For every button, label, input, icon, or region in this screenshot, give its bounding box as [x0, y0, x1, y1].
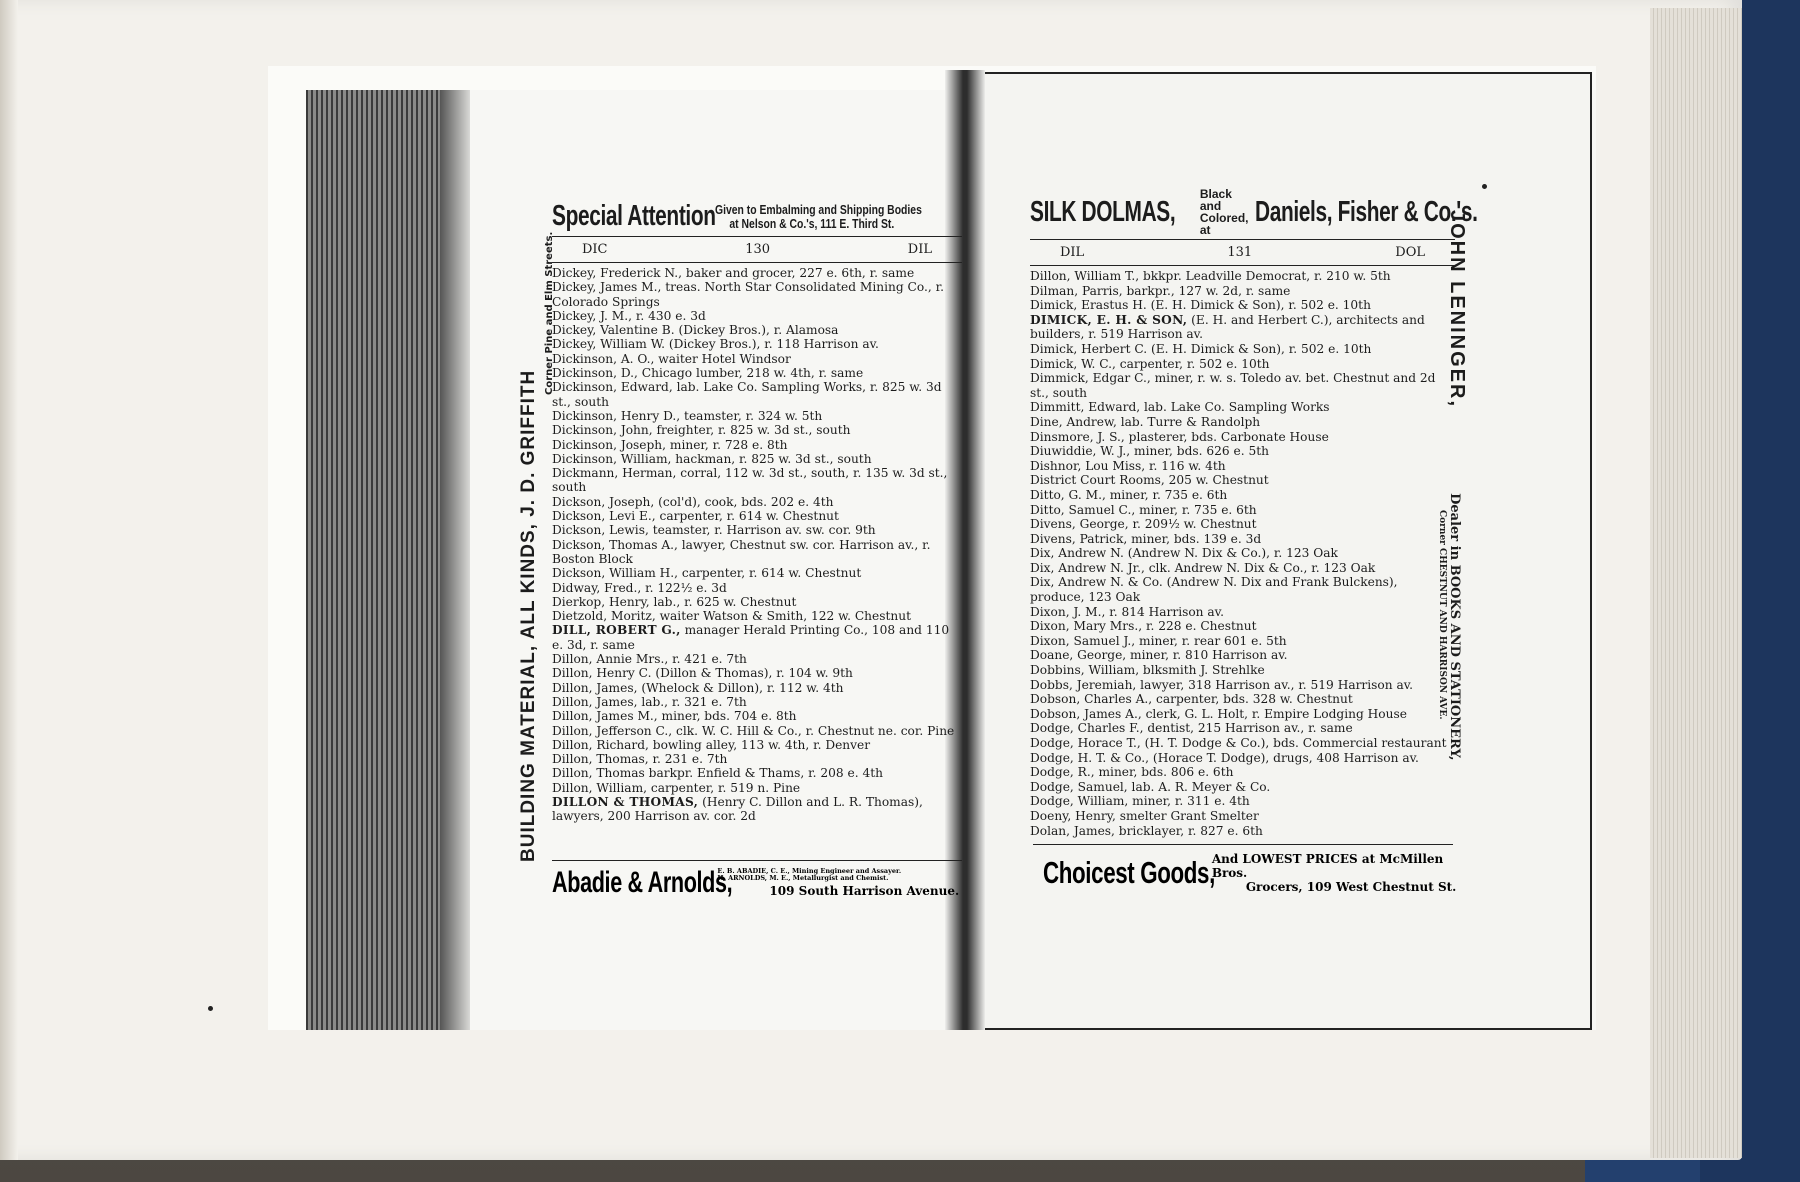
right-footer-advert [1043, 852, 1463, 894]
entry-details: clk. Andrew N. Dix & Co., r. 123 Oak [1144, 560, 1376, 575]
right-side-advert-title: JOHN LENINGER, [1446, 210, 1468, 409]
entry-details: corral, 112 w. 3d st., south, r. 135 w. 3d st., south [552, 466, 948, 495]
entry-details: miner, bds. 704 e. 8th [657, 709, 797, 724]
entry-details: miner, bds. 139 e. 3d [1127, 531, 1262, 546]
entry-details: r. 231 e. 7th [648, 752, 728, 767]
directory-entry [552, 795, 962, 824]
entry-details: carpenter, r. 614 w. Chestnut [678, 566, 862, 581]
entry-name: Doane, George, [1030, 648, 1127, 663]
entry-details: (H. T. Dodge & Co.), bds. Commercial restaurant [1140, 736, 1447, 750]
entry-name: Dine, Andrew, [1030, 414, 1117, 429]
directory-entry [552, 766, 962, 780]
entry-name: Dickinson, William, [552, 451, 672, 466]
directory-entry [552, 724, 962, 738]
directory-entry [552, 452, 962, 466]
entry-name: Dillon, Jefferson C., [552, 723, 673, 738]
entry-name: Dillon, Richard, [552, 737, 649, 752]
entry-details: carpenter, r. 502 e. 10th [1115, 356, 1270, 371]
directory-entry [1030, 575, 1455, 604]
entry-name: Dilman, Parris, [1030, 283, 1123, 298]
directory-entry [552, 752, 962, 766]
entry-name: Dickinson, Edward, [552, 380, 673, 395]
heading-end: DOL [1395, 245, 1425, 260]
album-page-stack [1650, 8, 1742, 1158]
speck [208, 1006, 213, 1011]
entry-details: lawyer, 318 Harrison av., r. 519 Harrison av. [1136, 677, 1414, 692]
entry-details: treas. North Star Consolidated Mining Co., r. Colorado Springs [552, 280, 944, 309]
directory-entry [1030, 269, 1455, 284]
directory-entry [1030, 415, 1455, 430]
entry-details: bowling alley, 113 w. 4th, r. Denver [648, 737, 871, 752]
entry-name: Dickey, Valentine B. [552, 323, 675, 338]
entry-details: miner, r. 810 Harrison av. [1126, 648, 1288, 663]
directory-entry [552, 466, 962, 495]
directory-entry [1030, 736, 1455, 751]
directory-entry [552, 652, 962, 666]
entry-name: Divens, George, [1030, 517, 1129, 532]
left-edge-shadow [440, 90, 470, 1030]
directory-entry [1030, 459, 1455, 474]
left-top-advert [552, 200, 962, 233]
entry-name: Dolan, James, [1030, 823, 1115, 838]
entry-name: Dodge, Samuel, [1030, 779, 1128, 794]
entry-details: r. 209½ w. Chestnut [1128, 517, 1257, 532]
page-number: 131 [1227, 245, 1253, 260]
entry-name: Dickmann, Herman, [552, 466, 677, 481]
entry-name: Dodge, R., [1030, 765, 1095, 780]
right-top-advert-line2: Colored, at [1199, 211, 1249, 237]
left-page-heading [552, 240, 962, 259]
directory-entry [552, 438, 962, 452]
directory-entry [552, 337, 962, 351]
entry-name: Dickinson, Henry D., [552, 408, 681, 423]
speck [1482, 184, 1487, 189]
heading-end: DIL [907, 242, 932, 257]
entry-details: (Dickey Bros.), r. 118 Harrison av. [664, 337, 879, 352]
entry-name: Dierkop, Henry, [552, 594, 650, 609]
directory-entry [1030, 561, 1455, 576]
directory-entry [552, 380, 962, 409]
entry-name: Dix, Andrew N. Jr., [1030, 560, 1145, 575]
entry-name: DILL, ROBERT G., [552, 623, 681, 638]
entry-details: baker and grocer, 227 e. 6th, r. same [682, 266, 915, 280]
directory-entry [552, 609, 962, 623]
entry-details: Chicago lumber, 218 w. 4th, r. same [637, 366, 864, 381]
entry-name: Dobbs, Jeremiah, [1030, 677, 1137, 692]
directory-entry [1030, 692, 1455, 707]
page-number: 130 [745, 242, 771, 257]
entry-name: Dickey, Frederick N., [552, 266, 683, 280]
entry-details: (col'd), cook, bds. 202 e. 4th [654, 494, 834, 509]
entry-name: Dickey, William W. [552, 337, 665, 352]
directory-entry [552, 423, 962, 437]
entry-name: Dimick, Erastus H. [1030, 298, 1147, 313]
entry-details: (E. H. Dimick & Son), r. 502 e. 10th [1146, 298, 1371, 313]
directory-entry [1030, 605, 1455, 620]
directory-entry [552, 323, 962, 337]
directory-entry [1030, 546, 1455, 561]
right-side-advert-corner: Corner CHESTNUT AND HARRISON AVE. [1437, 510, 1447, 720]
directory-entry [552, 309, 962, 323]
entry-name: Dillon, James, [552, 680, 638, 695]
entry-details: (Whelock & Dillon), r. 112 w. 4th [637, 680, 844, 695]
directory-entry [1030, 663, 1455, 678]
right-page-heading [1030, 243, 1455, 262]
entry-details: teamster, r. Harrison av. sw. cor. 9th [648, 523, 876, 538]
entry-details: (E. H. Dimick & Son), r. 502 e. 10th [1147, 341, 1372, 356]
entry-details: miner, r. 735 e. 6th [1135, 502, 1257, 517]
directory-entry [552, 409, 962, 423]
entry-details: carpenter, bds. 328 w. Chestnut [1152, 692, 1353, 707]
directory-entry [1030, 342, 1455, 357]
entry-name: Dillon, James M., [552, 709, 658, 724]
entry-name: Dickson, Levi E., [552, 509, 656, 524]
right-side-advert-dealer: Dealer in BOOKS AND STATIONERY, [1447, 493, 1462, 761]
entry-name: Dickson, Lewis, [552, 523, 649, 538]
directory-entry [552, 781, 962, 795]
heading-start: DIL [1060, 245, 1085, 260]
entry-name: DIMICK, E. H. & SON, [1030, 312, 1188, 327]
directory-entry [1030, 648, 1455, 663]
entry-details: (E. H. and Herbert C.), architects and builders, r. 519 Harrison av. [1030, 312, 1425, 342]
directory-entry [1030, 765, 1455, 780]
entry-name: District Court Rooms, [1030, 473, 1165, 488]
directory-entry [552, 366, 962, 380]
entry-name: Dimmick, Edgar C., [1030, 371, 1151, 386]
directory-entry [552, 709, 962, 723]
entry-details: clerk, G. L. Holt, r. Empire Lodging House [1141, 706, 1407, 721]
entry-name: Dixon, J. M., [1030, 604, 1106, 619]
directory-entry [1030, 430, 1455, 445]
entry-name: Divens, Patrick, [1030, 531, 1128, 546]
entry-details: waiter Hotel Windsor [654, 351, 791, 366]
entry-details: barkpr., 127 w. 2d, r. same [1122, 283, 1291, 298]
entry-details: miner, bds. 626 e. 5th [1130, 444, 1269, 459]
entry-details: 205 w. Chestnut [1164, 473, 1269, 488]
entry-details: barkpr. Enfield & Thams, r. 208 e. 4th [644, 766, 884, 781]
entry-details: r. 122½ e. 3d [641, 580, 727, 595]
left-top-advert-line1: Given to Embalming and Shipping Bodies [715, 201, 923, 217]
entry-details: plasterer, bds. Carbonate House [1124, 429, 1329, 444]
directory-entry [552, 523, 962, 537]
directory-entry [552, 509, 962, 523]
entry-name: Dickey, James M., [552, 280, 662, 295]
entry-details: lawyer, Chestnut sw. cor. Harrison av., r. Boston Block [552, 537, 931, 566]
directory-entry [552, 538, 962, 567]
rule [552, 236, 962, 237]
right-top-advert-title: SILK DOLMAS, [1030, 195, 1176, 228]
directory-entry [552, 595, 962, 609]
directory-entry [1030, 488, 1455, 503]
entry-details: miner, bds. 806 e. 6th [1094, 765, 1234, 780]
entry-name: Dillon, James, [552, 694, 638, 709]
directory-entry [1030, 794, 1455, 809]
entry-name: Dillon, Thomas [552, 766, 645, 781]
directory-entry [552, 681, 962, 695]
entry-name: Dix, Andrew N. & Co. [1030, 575, 1163, 590]
entry-name: Doeny, Henry, [1030, 808, 1116, 823]
entry-details: lab. Lake Co. Sampling Works, r. 825 w. 3d st., south [552, 380, 942, 409]
directory-entry [1030, 284, 1455, 299]
entry-details: smelter Grant Smelter [1115, 808, 1259, 823]
entry-name: Dillon, William, [552, 780, 648, 795]
left-footer-advert-line1: E. B. ABADIE, C. E., Mining Engineer and Assayer. [717, 867, 902, 875]
entry-name: Dickson, Thomas A., [552, 537, 678, 552]
entry-details: miner, r. 735 e. 6th [1105, 487, 1228, 502]
rule [552, 860, 962, 861]
directory-entry [1030, 809, 1455, 824]
directory-entry [1030, 751, 1455, 766]
rule [552, 262, 962, 263]
entry-name: Dickey, J. M., [552, 308, 633, 323]
entry-details: (Horace T. Dodge), drugs, 408 Harrison av. [1149, 750, 1419, 765]
entry-details: r. 116 w. 4th [1145, 458, 1226, 473]
entry-details: r. 228 e. Chestnut [1142, 619, 1257, 634]
right-top-advert [1030, 187, 1478, 237]
left-top-advert-title: Special Attention [552, 200, 716, 232]
directory-entry [552, 266, 962, 280]
entry-details: lab. Turre & Randolph [1116, 414, 1261, 429]
entry-name: Dimick, W. C., [1030, 356, 1116, 371]
directory-entry [1030, 780, 1455, 795]
entry-name: Dodge, H. T. & Co., [1030, 750, 1150, 765]
directory-entry [1030, 503, 1455, 518]
left-footer-advert-line2: H. ARNOLDS, M. E., Metallurgist and Chemist. [717, 874, 889, 882]
directory-entry [1030, 634, 1455, 649]
entry-name: Dinsmore, J. S., [1030, 429, 1125, 444]
entry-details: (Dillon & Thomas), r. 104 w. 9th [651, 666, 853, 681]
directory-entry [1030, 371, 1455, 400]
directory-entry [552, 666, 962, 680]
directory-entry [1030, 357, 1455, 372]
entry-details: miner, r. 728 e. 8th [666, 437, 788, 452]
entry-name: Dillon, William T., [1030, 269, 1140, 283]
directory-entry [552, 280, 962, 309]
directory-entry [1030, 313, 1455, 342]
entry-name: Diuwiddie, W. J., [1030, 444, 1131, 459]
entry-details: lab., r. 321 e. 7th [637, 694, 747, 709]
entry-details: r. 814 Harrison av. [1105, 604, 1224, 619]
entry-name: Dickinson, John, [552, 423, 653, 438]
entry-name: Dobbins, William, [1030, 663, 1140, 678]
right-entry-list [1030, 269, 1455, 838]
directory-entry [1030, 678, 1455, 693]
directory-entry [552, 495, 962, 509]
entry-details: lab. Lake Co. Sampling Works [1140, 400, 1330, 415]
entry-name: Dickinson, D., [552, 366, 638, 381]
directory-entry [1030, 824, 1455, 839]
entry-details: (Andrew N. Dix and Frank Bulckens), produce, 123 Oak [1030, 575, 1398, 605]
entry-details: manager Herald Printing Co., 108 and 110 e. 3d, r. same [552, 623, 950, 652]
entry-name: Ditto, G. M., [1030, 487, 1106, 502]
left-footer-advert-title: Abadie & Arnolds, [552, 866, 733, 899]
right-footer-advert-line1: And LOWEST PRICES at McMillen Bros. [1211, 852, 1444, 880]
left-side-advert: BUILDING MATERIAL, ALL KINDS, J. D. GRIFFITH [518, 369, 539, 862]
entry-details: carpenter, r. 519 n. Pine [647, 780, 801, 795]
left-side-advert-address: Corner Pine and Elm Streets. [544, 231, 555, 395]
right-top-advert-store: Daniels, Fisher & Co.'s. [1254, 195, 1478, 228]
entry-details: carpenter, r. 614 w. Chestnut [655, 509, 839, 524]
entry-name: Dobson, James A., [1030, 706, 1142, 721]
directory-entry [552, 352, 962, 366]
entry-details: (Henry C. Dillon and L. R. Thomas), lawyers, 200 Harrison av. cor. 2d [552, 794, 923, 824]
right-footer-advert-title: Choicest Goods, [1043, 855, 1215, 890]
directory-entry [1030, 473, 1455, 488]
entry-details: dentist, 215 Harrison av., r. same [1143, 721, 1353, 736]
entry-name: Ditto, Samuel C., [1030, 502, 1136, 517]
entry-name: Dishnor, Lou Miss, [1030, 458, 1146, 473]
left-entry-list [552, 266, 962, 824]
entry-name: Dickson, Joseph, [552, 494, 655, 509]
directory-entry [552, 566, 962, 580]
entry-name: Dodge, Charles F., [1030, 721, 1144, 736]
entry-name: Didway, Fred., [552, 580, 642, 595]
directory-entry [552, 581, 962, 595]
entry-details: lab. A. R. Meyer & Co. [1127, 779, 1271, 794]
entry-details: bricklayer, r. 827 e. 6th [1114, 823, 1263, 838]
entry-details: (Dickey Bros.), r. Alamosa [674, 323, 839, 338]
directory-entry [1030, 721, 1455, 736]
entry-details: miner, r. 311 e. 4th [1128, 794, 1250, 809]
entry-name: Dodge, Horace T., [1030, 736, 1141, 750]
entry-details: r. 430 e. 3d [632, 308, 706, 323]
right-top-advert-line1: Black and [1199, 187, 1232, 213]
entry-details: hackman, r. 825 w. 3d st., south [671, 451, 872, 466]
entry-name: Dixon, Samuel J., [1030, 633, 1136, 648]
entry-details: bkkpr. Leadville Democrat, r. 210 w. 5th [1139, 269, 1391, 283]
directory-entry [1030, 517, 1455, 532]
entry-name: Dix, Andrew N. [1030, 546, 1124, 561]
entry-name: Dillon, Annie Mrs., [552, 652, 669, 667]
entry-details: miner, r. w. s. Toledo av. bet. Chestnut and 2d st., south [1030, 371, 1436, 400]
entry-name: Dillon, Henry C. [552, 666, 652, 681]
entry-name: Dickson, William H., [552, 566, 679, 581]
entry-name: Dimmitt, Edward, [1030, 400, 1141, 415]
entry-name: Dodge, William, [1030, 794, 1129, 809]
entry-details: teamster, r. 324 w. 5th [680, 408, 823, 423]
rule [1033, 844, 1453, 845]
left-page-content [552, 200, 962, 824]
directory-entry [1030, 444, 1455, 459]
directory-entry [552, 738, 962, 752]
rule [1030, 265, 1455, 266]
entry-details: miner, r. rear 601 e. 5th [1135, 633, 1287, 648]
entry-details: lab., r. 625 w. Chestnut [649, 594, 797, 609]
heading-start: DIC [582, 242, 608, 257]
entry-details: waiter Watson & Smith, 122 w. Chestnut [655, 609, 911, 624]
directory-entry [1030, 707, 1455, 722]
entry-name: Dobson, Charles A., [1030, 692, 1153, 707]
directory-entry [552, 623, 962, 652]
entry-details: blksmith J. Strehlke [1139, 663, 1265, 678]
entry-name: Dietzold, Moritz, [552, 609, 656, 624]
entry-name: Dimick, Herbert C. [1030, 341, 1148, 356]
left-page-edges [306, 90, 446, 1030]
entry-name: Dickinson, A. O., [552, 351, 655, 366]
entry-details: r. 421 e. 7th [668, 652, 747, 667]
entry-details: freighter, r. 825 w. 3d st., south [652, 423, 851, 438]
entry-name: DILLON & THOMAS, [552, 794, 699, 809]
directory-entry [1030, 298, 1455, 313]
rule [1030, 239, 1455, 240]
entry-name: Dickinson, Joseph, [552, 437, 667, 452]
left-footer-advert-address: 109 South Harrison Avenue. [769, 884, 960, 898]
entry-name: Dillon, Thomas, [552, 752, 649, 767]
directory-entry [1030, 532, 1455, 547]
directory-entry [1030, 400, 1455, 415]
entry-details: (Andrew N. Dix & Co.), r. 123 Oak [1123, 546, 1338, 561]
left-top-advert-line2: at Nelson & Co.'s, 111 E. Third St. [729, 215, 895, 231]
entry-name: Dixon, Mary Mrs., [1030, 619, 1143, 634]
entry-details: clk. W. C. Hill & Co., r. Chestnut ne. cor. Pine [672, 723, 955, 738]
left-footer-advert [552, 866, 972, 900]
directory-entry [1030, 619, 1455, 634]
right-footer-advert-line2: Grocers, 109 West Chestnut St. [1245, 880, 1457, 894]
directory-entry [552, 695, 962, 709]
